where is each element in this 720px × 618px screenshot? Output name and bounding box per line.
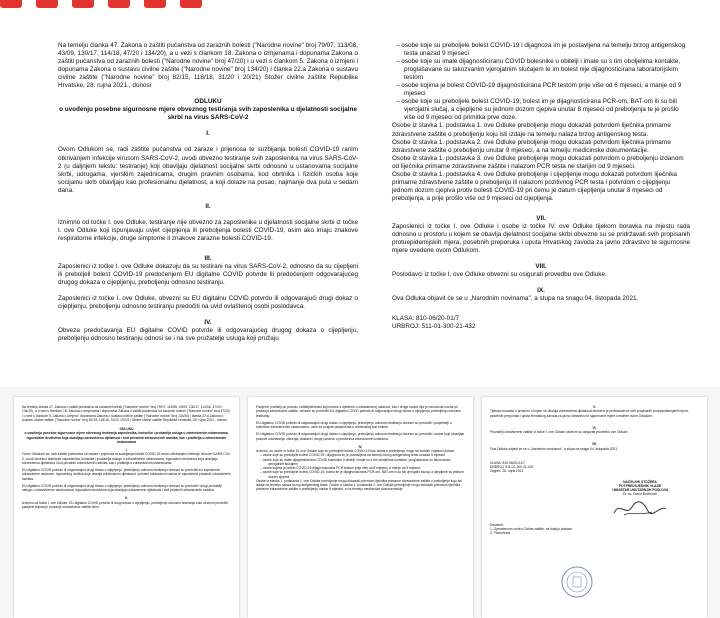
doc-subtitle: o uvođenju posebne sigurnosne mjere obveznog testiranja svih zaposlenika u djelatnosti socijalne skrbi na virus SARS-CoV-2 bbox=[59, 106, 357, 122]
handwritten-signature bbox=[610, 499, 670, 519]
section-text: Osobe iz stavka 1. podstavka 1. ove Odluke preboljenje mogu dokazati potvrdom liječnika primarne zdravstvene zaštite o preboljenju koju isti izdaje na temelju nalaza brzog antigenskog testa. bbox=[392, 122, 671, 138]
urbroj-line: URBROJ: 511-01-300-21-432 bbox=[392, 323, 476, 331]
section-text: Iznimno od točke I. ove Odluke, testiranje nije obvezno za zaposlenike u djelatnosti socijalne skrbi iz točke I. ove Odluke koji ispunjavaju uvjet cijepljenja ili preboljenja bolesti COVID-19, osim ako imaju znakove respiratorne infekcije, druge simptome il znakove zarazne bolesti COVID-19. bbox=[58, 218, 358, 242]
section-heading: III. bbox=[204, 254, 212, 262]
section-text: Zaposlenici iz točke I. ove Odluke dokazuju da su testirani na virus SARS-CoV-2, odnosno da su cijepljeni ili preboljeli bolest COVID-19 predočenjem EU digitalne COVID potvrde ili predočenjem odgovarajućeg drugog dokaza o cijepljenju, preboljenju odnosno testiranju. bbox=[58, 262, 358, 287]
preview-text: EU digitalnu COVID potvrdu ili odgovarajući drugi dokaz o cijepljenju, preboljenju odnosno testiranju obvezni su predočiti i posjetitelji u bolničkim zdravstvenim ustanovama, osim za posjete pacijentima u terminalnoj fazi bolesti. bbox=[256, 420, 452, 429]
preview-heading: VII. bbox=[592, 442, 597, 447]
section-heading: I. bbox=[206, 130, 210, 138]
preview-heading: II. bbox=[125, 496, 128, 501]
preview-klasa: KLASA: 810-06/20-01/7 bbox=[490, 460, 525, 465]
section-heading: VIII. bbox=[535, 263, 547, 271]
signature-title: POTPREDSJEDNIK VLADE bbox=[618, 483, 662, 488]
preview-heading: IV. bbox=[358, 444, 363, 449]
list-item: – osobe koje su imale dijagnosticiranu COVID bolesnike u obitelji i imale su s tim oboljelima kontakte, proglašavane su takozvanim vjerojatnim slučajem te im bolest nije dijagnosticirana laboratorijskim testom bbox=[396, 58, 681, 82]
signature-title: I MINISTAR UNUTARNJIH POSLOVA bbox=[611, 488, 669, 492]
preview-date: Zagreb, 28. rujna 2021. bbox=[490, 469, 525, 474]
red-dash bbox=[72, 0, 94, 8]
preview-heading: VI. bbox=[592, 425, 597, 430]
preview-text: Osobe iz stavka 1. podstavka 1. ove Odluke preboljenje mogu dokazati potvrdom liječnika primarne zdravstvene zaštite o preboljenju koju isti izdaje na temelju nalaza brzog antigenskog testa. Osobe iz stavka 1. podstavka 2. ove Odluke preboljenje mogu dokazati potvrdom liječnika primarne zdravstvene zaštite o preboljenju unutar 9 mjeseci, a na temelju medicinske dokumentacije. bbox=[256, 478, 462, 492]
preview-text: EU digitalnu COVID potvrdu ili odgovarajući drugi dokaz o cijepljenju, preboljenju odnosno testiranju obvezni su predočiti svi zaposlenici zdravstvene ustanove, trgovačkog društva koje obavlja zdravstvenu djelatnost i privatni zdravstveni radnici te zaposlenici privatnih zdravstvenih radnika. bbox=[22, 468, 231, 481]
preview-heading: V. bbox=[593, 405, 596, 409]
red-dash bbox=[0, 0, 22, 8]
list-item: – osobe koje su preboljele bolest COVID-19, bolest im je dijagnosticirana PCR-om, BAT-om ili su bili vjerojatni slučaj, a cijepljene su jednom dozom cjepiva bbox=[260, 470, 464, 479]
preview-text: Pružatelji zdravstvene zaštite iz točke I. ove Odluke obvezni su osigurati provedbu ove Odluke. bbox=[490, 430, 629, 434]
decision-document bbox=[0, 14, 720, 387]
document-right-column bbox=[392, 42, 690, 331]
red-dash bbox=[36, 0, 58, 8]
signature-title: NAČELNIK STOŽERA bbox=[623, 479, 657, 484]
red-dash bbox=[144, 0, 166, 8]
official-stamp-seal bbox=[560, 565, 594, 599]
preview-page-2 bbox=[248, 397, 473, 618]
section-text: Zaposlenici iz točke I. ove Odluke i osobe iz točke IV. ove Odluke tijekom boravka na mjestu rada odnosno u prostoru u kojem se obavlja djelatnost socijalne skrbi obvezne su se pridržavati svih propisanih protuepidemijskih mjera, posebnih preporuka i uputa Hrvatskog zavoda za javno zdravstvo te sigurnosne mjere uvedene ovom Odlukom. bbox=[392, 222, 690, 255]
preview-text: Dostaviti: bbox=[490, 522, 504, 527]
red-dash bbox=[108, 0, 130, 8]
section-text: Osobe iz stavka 1. podstavka 2. ove Odluke preboljenje mogu dokazati potvrdom liječnika primarne zdravstvene zaštite o preboljenju unutar 9 mjeseci, a na temelju medicinske dokumentacije. bbox=[392, 138, 671, 154]
section-text: Osobe iz stavka 1. podstavka 4. ove Odluke preboljenje i cijepljenje mogu dokazati potvrdom liječnika primarne zdravstvene zaštite o preboljenju ili nalazom pozitivnog PCR testa i potvrdom o cijepljenju jednom dozom cjepiva protiv bolesti COVID-19 pri čemu je datum cijepljenja unutar 8 mjeseci od preboljenja, a prije prošlo više od 9 mjeseci od cijepljenja. bbox=[392, 170, 677, 202]
section-text: Zaposlenici iz točke I. ove Odluke, obvezni su EU digitalnu COVID potvrdu ili odgovarajući drugi dokaz o cijepljenju, preboljenju odnosno testiranju predočiti na uvid ovlaštenoj osobi poslodavca. bbox=[58, 295, 358, 311]
preview-heading: I. bbox=[125, 448, 128, 452]
preview-title: ODLUKU bbox=[119, 427, 134, 431]
preview-text: Na temelju članka 47. Zakona o zaštiti pučanstva od zaraznih bolesti ("Narodne novine" broj 79/07, 113/08, 43/09, 130/17, 114/18, 47/20 i 134/20), a u vezi s člankom 18. Zakona o izmjenama i dopunama Zakona o zaštiti pučanstva od zaraznih bolesti ("Narodne novine" broj 47/20) i u vezi s člankom 5. Zakona o izmjeni i dopunama Zakona o sustavu civilne zaštite ("Narodne novine" broj 134/20) i članka 22.a Zakona o sustavu civilne zaštite ("Narodne novine" broj 82/15, 118/18, 31/20 i 20/21) Stožer civilne zaštite Republike Hrvatske, 28. rujna 2021., donosi bbox=[22, 405, 230, 422]
section-heading: IX. bbox=[537, 287, 545, 295]
list-item: – osobe koje su preboljele bolest COVID-19 i dijagnoza im je postavljena na temelju brzog antigenskog testa unazad 9 mjeseci bbox=[396, 42, 686, 58]
preview-text: 2. Pismohrani bbox=[490, 531, 511, 535]
section-text: Ovom Odlukom se, radi zaštite pučanstva od zaraze i prijenosa te suzbijanja bolesti COVID-19 ranim otkrivanjem infekcije virusom SARS-CoV-2, uvodi obvezno testiranje svih zaposlenika na virus SARS-CoV-2 (u daljnjem tekstu: testiranje) koji obavljaju djelatnost socijalne skrbi odnosno u ustanovama socijalne skrbi, udrugama, vjerskim zajednicama, drugim pravnim osobama, kod obrtnika i fizičkih osoba koje socijalnu skrb obavljaju kao profesionalnu djelatnost, a koji dolaze na posao, najmanje dva puta u sedam dana. bbox=[58, 146, 358, 194]
section-text: Obveza predočavanja EU digitalne COVID potvrde ili odgovarajućeg drugog dokaza o cijepljenju, preboljenju odnosno testiranju odnosi se i na sve pružatelje usluga koji pružaju bbox=[58, 327, 358, 343]
preview-page-3 bbox=[482, 397, 707, 618]
document-left-column bbox=[58, 42, 358, 343]
list-item: – osobe koje su preboljele bolest COVID-19 i dijagnoza im je postavljena na temelju brzog antigenskog testa unazad 9 mjeseci bbox=[260, 453, 445, 458]
list-item: – osobe kojima je bolest COVID-19 dijagnosticirana PCR testom prije više od 6 mjeseci, a manje od 9 mjeseci bbox=[396, 82, 682, 98]
preview-text: Ovom Odlukom se, radi zaštite pučanstva od zaraze i prijenosa te suzbijanja bolesti COVID-19 ranim otkrivanjem infekcije virusom SARS-CoV-2, uvodi obvezno testiranje zaposlenika, korisnika i pružatelja usluga u zdravstvenim ustanovama, trgovačkim društvima koja obavljaju zdravstvenu djelatnost i kod privatnih zdravstvenih radnika, kao i pratitelja u zdravstvenim ustanovama. bbox=[22, 452, 231, 465]
preview-subtitle: o uvođenju posebne sigurnosne mjere obveznog testiranja zaposlenika, korisnika i pružatelja usluga u zdravstvenim ustanovama, trgovačkim društvima koja obavljaju zdravstvenu djelatnost i kod privatnih zdravstvenih radnika, kao i pratitelja u zdravstvenim ustanovama bbox=[24, 431, 229, 444]
preview-text: 1. Operativnom centru Civilne zaštite, na daljnju dostavu bbox=[490, 526, 573, 531]
list-item: – osobe koje su imale dijagnosticiranu COVID bolesnike u obitelji i imale su s tim oboljelima kontakte, proglašavane su takozvanim vjerojatnim slučajem bbox=[260, 457, 451, 466]
preview-text: Ova Odluka objavit će se u „Narodnim novinama", a stupa na snagu 04. listopada 2021. bbox=[490, 446, 618, 451]
list-item: – osobe kojima je bolest COVID-19 dijagnosticirana PCR testom prije više od 6 mjeseci, a manje od 9 mjeseci bbox=[260, 466, 421, 470]
list-item: – osobe koje su preboljele bolest COVID-19, bolest im je dijagnosticirana PCR-om, BAT-om ili su bili vjerojatni slučaj, a cijepljene su jednom dozom cjepiva unutar 8 mjeseci od preboljenja te je prošlo više od 9 mjeseci od primitka prve doze. bbox=[396, 98, 679, 122]
doc-intro: Na temelju članka 47. Zakona o zaštiti pučanstva od zaraznih bolesti ("Narodne novine" broj 79/07, 113/08, 43/09, 130/17, 114/18, 47/20 i 134/20), a u vezi s člankom 18. Zakona o izmjenama i dopunama Zakona o zaštiti pučanstva od zaraznih bolesti ("Narodne novine" broj 47/20) i u vezi s člankom 5. Zakona o izmjeni i dopunama Zakona o sustavu civilne zaštite ("Narodne novine" broj 134/20) i članka 22.a Zakona o sustavu civilne zaštite ("Narodne novine" broj 82/15, 118/18, 31/20 i 20/21) Stožer civilne zaštite Republike Hrvatske, 28. rujna 2021., donosi bbox=[58, 42, 358, 90]
section-text: Osobe iz stavka 1. podstavka 3. ove Odluke preboljenje mogu dokazati potvrdom o preboljenju izdanom od liječnika primarne zdravstvene zaštite i nalazom PCR testa ne starijim od 9 mjeseci. bbox=[392, 154, 684, 170]
preview-text: EU digitalnu COVID potvrdu ili odgovarajući drugi dokaz o cijepljenju, preboljenju odnosno testiranju obvezni su predočiti i drugi pružatelji usluga u zdravstvenim ustanovama, trgovačkim društvima koja obavljaju zdravstvenu djelatnost i kod privatnih zdravstvenih radnika. bbox=[22, 483, 222, 492]
doc-title: ODLUKU bbox=[194, 98, 222, 106]
klasa-line: KLASA: 810-06/20-01/7 bbox=[392, 315, 460, 323]
section-text: Ova Odluka objavit će se u „Narodnim novinama", a stupa na snagu 04. listopada 2021. bbox=[392, 295, 639, 303]
section-heading: II. bbox=[205, 202, 211, 210]
preview-text: Pacijenti, pratitelji pri porodu, roditelji/skrbnici koji borave s djetetom u zdravstvenoj ustanovi, kao i druge osobe čija je nazočnost nužna pri pružanju zdravstvene zaštite, obvezni su predočiti EU digitalnu COVID potvrdu ili odgovarajući drugi dokaz o cijepljenju, preboljenju odnosno testiranju. bbox=[256, 405, 462, 418]
section-heading: VII. bbox=[536, 214, 546, 222]
section-text: Poslodavci iz točke I. ove Odluke obvezni su osigurati provedbu ove Odluke. bbox=[392, 271, 607, 279]
preview-text: Iznimno od točke I. ove Odluke, EU digitalnu COVID potvrdu ili drugi dokaz o cijepljenju, preboljenju odnosno testiranju nisu obvezni predočiti pacijenti kojima je pružanje zdravstvene zaštite hitno. bbox=[22, 500, 228, 509]
preview-urbroj: URBROJ: 511-01-300-21-431 bbox=[490, 465, 534, 469]
section-heading: IV. bbox=[204, 319, 212, 327]
top-dashed-bar bbox=[0, 0, 720, 14]
preview-text: Tijekom boravka u prostoru u kojem se obavlja zdravstvena djelatnost obvezno je pridržavati se svih propisanih protuepidemijskih mjera, posebnih preporuka i uputa Hrvatskog zavoda za javno zdravstvo te sigurnosne mjere uvedene ovom Odlukom. bbox=[490, 409, 689, 418]
signature-name: Dr. sc. Davor Božinović bbox=[622, 492, 658, 497]
red-dash bbox=[180, 0, 202, 8]
preview-text: Iznimno, za osobe iz točke III. ove Odluke koje su preboljele bolest COVID-19 kao dokaz o preboljenju mogu se koristiti i sljedeći dokazi: bbox=[256, 449, 455, 453]
preview-page-1 bbox=[14, 397, 239, 618]
preview-text: EU digitalnu COVID potvrdu ili odgovarajući drugi dokaz o cijepljenju, preboljenju odnosno testiranju obvezni su predočiti i osobe koje obavljaju poslove održavanja, čišćenja, dostave i druge poslove u prostorima zdravstvenih ustanova. bbox=[256, 432, 465, 441]
